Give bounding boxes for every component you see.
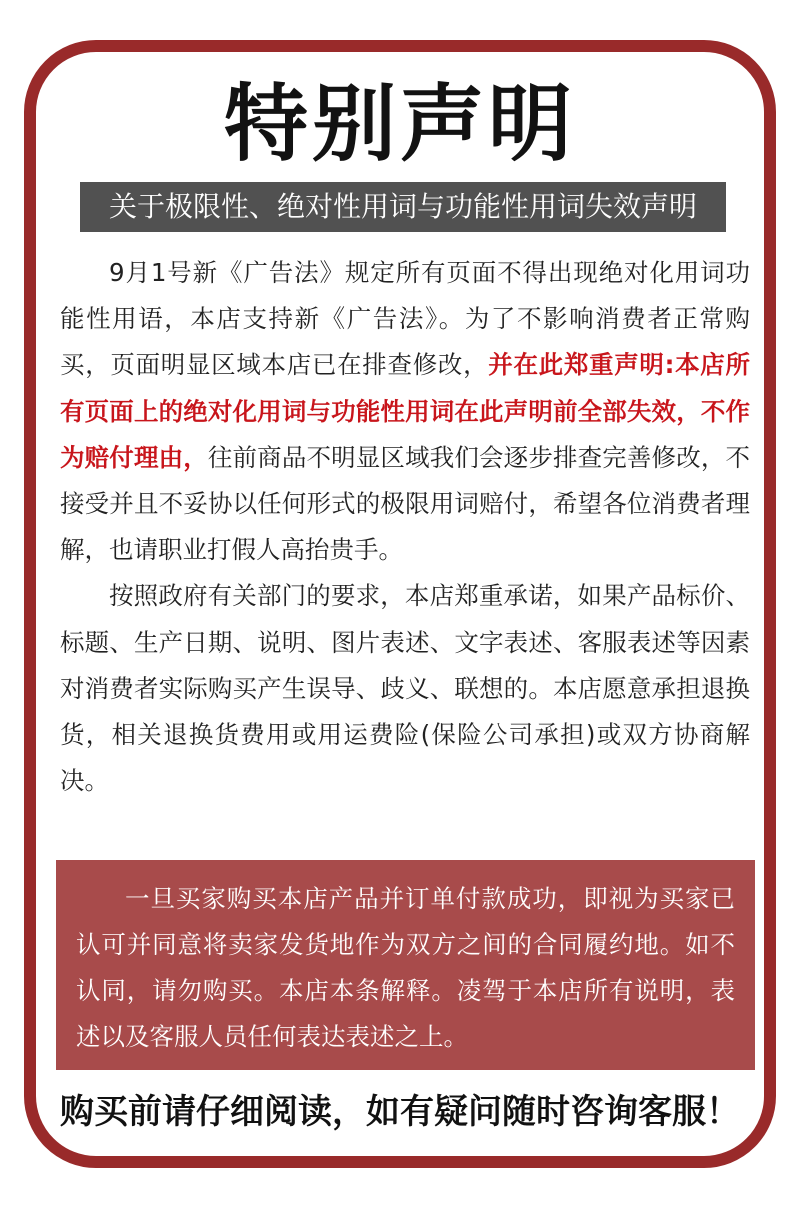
page-title: 特别声明: [223, 75, 576, 173]
notice-box: [56, 860, 755, 1070]
footer-reminder: 购买前请仔细阅读，如有疑问随时咨询客服！: [60, 1092, 740, 1132]
highlighted-declaration: 并在此郑重声明:本店所有页面上的绝对化用词与功能性用词在此声明前全部失效，不作为赔付理由，: [60, 350, 751, 472]
paragraph-advertising-law: [60, 250, 750, 573]
notice-text: 一旦买家购买本店产品并订单付款成功，即视为买家已认可并同意将卖家发货地作为双方之间的合同履约地。如不认同，请勿购买。本店本条解释。凌驾于本店所有说明，表述以及客服人员任何表达表述之上。: [76, 884, 735, 1051]
declaration-body: [60, 250, 750, 804]
paragraph-1-text-a: 9月1号新《广告法》规定所有页面不得出现绝对化用词功能性用语，本店支持新《广告法》。为了不影响消费者正常购买，页面明显区域本店已在排查修改，: [60, 258, 750, 380]
subtitle-banner: 关于极限性、绝对性用词与功能性用词失效声明: [80, 182, 726, 232]
paragraph-1-text-b: 往前商品不明显区域我们会逐步排查完善修改，不接受并且不妥协以任何形式的极限用词赔付，希望各位消费者理解，也请职业打假人高抬贵手。: [60, 442, 750, 565]
paragraph-commitment: 按照政府有关部门的要求，本店郑重承诺，如果产品标价、标题、生产日期、说明、图片表述、文字表述、客服表述等因素对消费者实际购买产生误导、歧义、联想的。本店愿意承担退换货，相关退换货费用或用运费险(保险公司承担)或双方协商解决。: [60, 581, 750, 796]
